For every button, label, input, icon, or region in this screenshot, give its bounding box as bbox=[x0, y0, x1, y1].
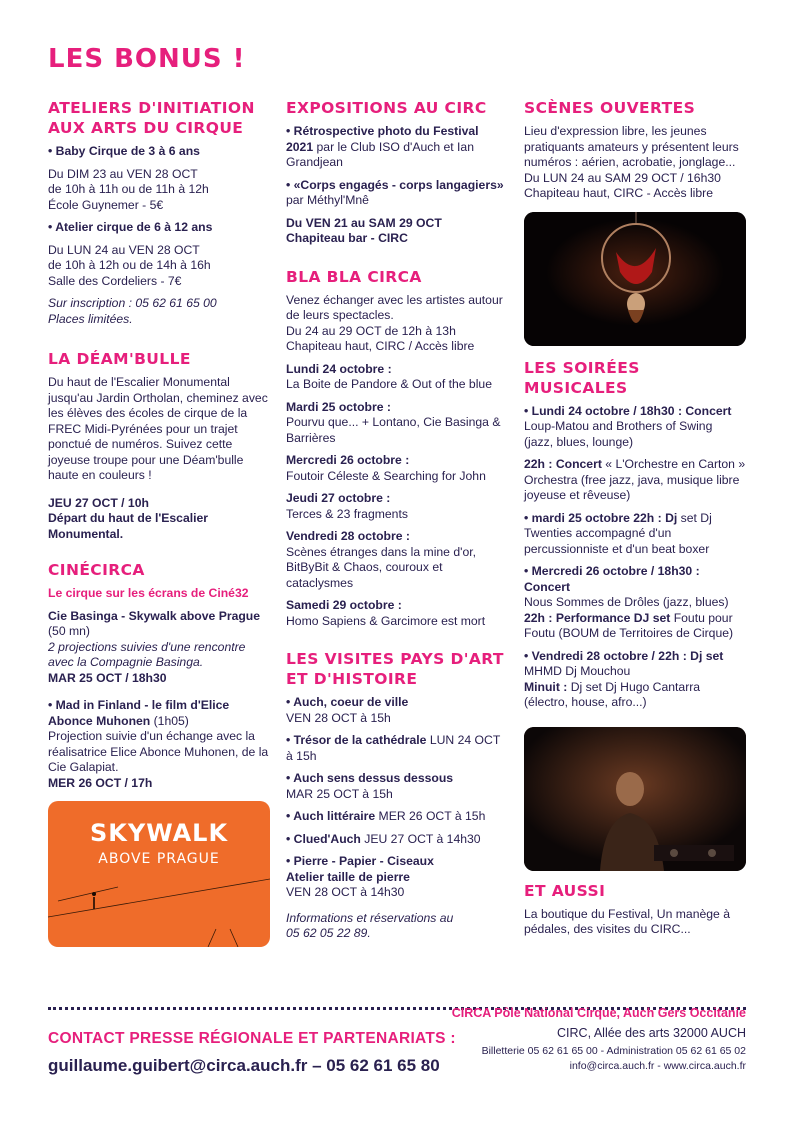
expo-item-2-title: • «Corps engagés - corps langagiers» bbox=[286, 177, 504, 192]
event-text: MHMD Dj Mouchou bbox=[524, 664, 631, 678]
deambulle-text: Du haut de l'Escalier Monumental jusqu'au Jardin Ortholan, cheminez avec les élèves des écoles de cirque de la FREC Midi-Pyrénées pour un trajet ponctué de numéros. Suivez cette joyeuse troupe pour une Déam'bulle haute en couleurs ! bbox=[48, 375, 268, 482]
film1-block bbox=[48, 609, 270, 687]
expo-item-2-author: par Méthyl'Mnê bbox=[286, 193, 369, 207]
blabla-day: Mercredi 26 octobre : bbox=[286, 453, 410, 467]
event-text: Loup-Matou and Brothers of Swing (jazz, blues, lounge) bbox=[524, 419, 713, 449]
section-soirees bbox=[524, 358, 746, 711]
list-item bbox=[524, 649, 746, 711]
blabla-day-text: Homo Sapiens & Garcimore est mort bbox=[286, 613, 486, 628]
aerial-hoop-illustration bbox=[524, 212, 746, 346]
event-heading: • Vendredi 28 octobre / 22h : Dj set bbox=[524, 648, 724, 663]
blabla-day: Jeudi 27 octobre : bbox=[286, 491, 391, 505]
page-title: LES BONUS ! bbox=[48, 44, 246, 74]
list-item bbox=[524, 404, 746, 451]
visite-title: • Auch littéraire bbox=[286, 809, 376, 823]
cinecirca-title: CINÉCIRCA bbox=[48, 561, 145, 579]
section-cinecirca bbox=[48, 560, 270, 947]
event-text: set Dj Twenties accompagné d'un percussionniste et d'un beat boxer bbox=[524, 510, 712, 556]
column-left bbox=[48, 98, 270, 957]
visite-title: • Trésor de la cathédrale bbox=[286, 733, 427, 747]
film2-title: • Mad in Finland - le film d'Elice Abonce Muhonen bbox=[48, 698, 230, 728]
event-heading: • mardi 25 octobre 22h : Dj bbox=[524, 510, 678, 525]
list-item bbox=[286, 400, 508, 447]
expo-date: Du VEN 21 au SAM 29 OCT Chapiteau bar - CIRC bbox=[286, 215, 442, 245]
event-heading: • Lundi 24 octobre / 18h30 : Concert bbox=[524, 403, 732, 418]
event-heading: 22h : Concert bbox=[524, 457, 602, 471]
contact-title: CONTACT PRESSE RÉGIONALE ET PARTENARIATS : bbox=[48, 1030, 456, 1047]
list-item bbox=[286, 832, 508, 848]
scenes-text: Lieu d'expression libre, les jeunes pratiquants amateurs y présentent leurs numéros : aérien, acrobatie, jonglage... Du LUN 24 au SAM 29 OCT / 16h30 Chapiteau haut, CIRC - Accès libre bbox=[524, 124, 739, 200]
visite-date: VEN 28 OCT à 15h bbox=[286, 710, 391, 725]
section-visites bbox=[286, 649, 508, 942]
blabla-day: Mardi 25 octobre : bbox=[286, 399, 391, 414]
film1-duration: (50 mn) bbox=[48, 624, 90, 638]
list-item bbox=[286, 809, 508, 825]
blabla-day-text: Foutoir Céleste & Searching for John bbox=[286, 468, 486, 483]
film2-date: MER 26 OCT / 17h bbox=[48, 775, 153, 790]
soirees-title: LES SOIRÉES MUSICALES bbox=[524, 358, 640, 397]
list-item bbox=[286, 529, 508, 591]
cinecirca-subtitle: Le cirque sur les écrans de Ciné32 bbox=[48, 586, 249, 600]
organisation-info bbox=[416, 1006, 746, 1075]
film2-block bbox=[48, 698, 270, 791]
visite-date: MAR 25 OCT à 15h bbox=[286, 786, 393, 801]
section-ateliers bbox=[48, 98, 270, 327]
list-item bbox=[286, 733, 508, 764]
list-item bbox=[286, 854, 508, 901]
visite-title: • Auch sens dessus dessous bbox=[286, 771, 454, 785]
section-blabla bbox=[286, 267, 508, 630]
blabla-day-text: Pourvu que... + Lontano, Cie Basinga & Barrières bbox=[286, 415, 501, 445]
film1-title: Cie Basinga - Skywalk above Prague bbox=[48, 608, 261, 623]
et-aussi-text: La boutique du Festival, Un manège à pédales, des visites du CIRC... bbox=[524, 906, 730, 936]
deambulle-date: JEU 27 OCT / 10h Départ du haut de l'Escalier Monumental. bbox=[48, 495, 209, 541]
expo-item-1-author: par le Club ISO d'Auch et Ian Grandjean bbox=[286, 139, 474, 169]
section-deambulle bbox=[48, 349, 270, 542]
scenes-title: SCÈNES OUVERTES bbox=[524, 99, 696, 117]
atelier-cirque-details: Du LUN 24 au VEN 28 OCT de 10h à 12h ou de 14h à 16h Salle des Cordeliers - 7€ bbox=[48, 242, 211, 288]
event-text: Dj set Dj Hugo Cantarra (électro, house, afro...) bbox=[524, 679, 701, 709]
phones: Billetterie 05 62 61 65 00 - Administration 05 62 61 65 02 bbox=[481, 1045, 746, 1057]
expo-item-1-title: • Rétrospective photo du Festival 2021 bbox=[286, 124, 479, 154]
atelier-cirque-heading: • Atelier cirque de 6 à 12 ans bbox=[48, 220, 213, 234]
film1-date: MAR 25 OCT / 18h30 bbox=[48, 670, 167, 685]
event-heading: Minuit : bbox=[524, 679, 568, 694]
tightrope-illustration bbox=[48, 801, 270, 947]
contact-email-phone[interactable]: guillaume.guibert@circa.auch.fr – 05 62 61 65 80 bbox=[48, 1056, 440, 1075]
visite-title: • Auch, coeur de ville bbox=[286, 695, 409, 709]
list-item bbox=[524, 511, 746, 558]
event-text: Foutu pour Foutu (BOUM de Territoires de Cirque) bbox=[524, 610, 734, 640]
visite-date: JEU 27 OCT à 14h30 bbox=[360, 831, 481, 846]
blabla-day: Lundi 24 octobre : bbox=[286, 361, 392, 376]
visite-date: MER 26 OCT à 15h bbox=[375, 809, 486, 823]
expo-item-1 bbox=[286, 124, 508, 171]
address: CIRC, Allée des arts 32000 AUCH bbox=[557, 1026, 746, 1040]
section-expositions bbox=[286, 98, 508, 247]
list-item bbox=[286, 695, 508, 726]
et-aussi-title: ET AUSSI bbox=[524, 881, 606, 900]
blabla-day: Samedi 29 octobre : bbox=[286, 598, 402, 612]
event-text: Nous Sommes de Drôles (jazz, blues) bbox=[524, 595, 729, 609]
visites-info: Informations et réservations au 05 62 05 22 89. bbox=[286, 910, 454, 940]
pole-label: Pôle National Cirque, Auch Gers Occitanie bbox=[490, 1006, 746, 1020]
film2-duration: (1h05) bbox=[153, 713, 189, 728]
event-heading: • Mercredi 26 octobre / 18h30 : Concert bbox=[524, 564, 700, 594]
event-heading: 22h : Performance DJ set bbox=[524, 610, 671, 625]
web-contact[interactable]: info@circa.auch.fr - www.circa.auch.fr bbox=[569, 1060, 746, 1072]
list-item bbox=[524, 564, 746, 642]
poster-title: SKYWALK bbox=[89, 819, 229, 847]
film1-note: 2 projections suivies d'une rencontre avec la Compagnie Basinga. bbox=[48, 639, 246, 669]
visite-date: LUN 24 OCT à 15h bbox=[286, 733, 501, 763]
section-et-aussi bbox=[524, 881, 746, 938]
blabla-intro: Venez échanger avec les artistes autour de leurs spectacles. Du 24 au 29 OCT de 12h à 13h Chapiteau haut, CIRC / Accès libre bbox=[286, 292, 503, 353]
inscription-note: Sur inscription : 05 62 61 65 00 Places limitées. bbox=[48, 296, 217, 326]
ateliers-title: ATELIERS D'INITIATION AUX ARTS DU CIRQUE bbox=[48, 99, 255, 137]
blabla-title: BLA BLA CIRCA bbox=[286, 267, 422, 286]
film2-text: Projection suivie d'un échange avec la réalisatrice Elice Abonce Muhonen, de la Cie Galapiat. bbox=[48, 729, 269, 774]
column-middle bbox=[286, 98, 508, 952]
list-item bbox=[286, 598, 508, 629]
poster-subtitle: ABOVE PRAGUE bbox=[98, 851, 220, 867]
list-item bbox=[286, 362, 508, 393]
blabla-day-text: Terces & 23 fragments bbox=[286, 506, 408, 521]
visite-date: VEN 28 OCT à 14h30 bbox=[286, 885, 405, 899]
section-scenes-ouvertes bbox=[524, 98, 746, 202]
baby-cirque-details: Du DIM 23 au VEN 28 OCT de 10h à 11h ou de 11h à 12h École Guynemer - 5€ bbox=[48, 166, 209, 212]
visite-title: • Clued'Auch bbox=[286, 831, 361, 846]
visite-title: • Pierre - Papier - Ciseaux Atelier taille de pierre bbox=[286, 854, 434, 884]
column-right bbox=[524, 98, 746, 948]
deambulle-title: LA DÉAM'BULLE bbox=[48, 350, 191, 368]
visites-title: LES VISITES PAYS D'ART ET D'HISTOIRE bbox=[286, 650, 504, 688]
aerial-hoop-photo bbox=[524, 212, 746, 346]
dj-illustration bbox=[524, 727, 746, 871]
organisation-name bbox=[416, 1006, 746, 1020]
list-item bbox=[286, 453, 508, 484]
skywalk-poster bbox=[48, 801, 270, 947]
blabla-day-text: Scènes étranges dans la mine d'or, BitByBit & Chaos, couroux et cataclysmes bbox=[286, 544, 476, 590]
blabla-day: Vendredi 28 octobre : bbox=[286, 529, 410, 543]
list-item bbox=[524, 457, 746, 504]
event-text: « L'Orchestre en Carton » Orchestra (free jazz, java, musique libre joyeuse et rêveuse) bbox=[524, 457, 746, 502]
expo-item-2 bbox=[286, 178, 508, 209]
circa-logo: CIRCA bbox=[451, 1006, 491, 1020]
baby-cirque-heading: • Baby Cirque de 3 à 6 ans bbox=[48, 144, 200, 158]
blabla-day-text: La Boite de Pandore & Out of the blue bbox=[286, 377, 492, 391]
dj-photo bbox=[524, 727, 746, 871]
list-item bbox=[286, 491, 508, 522]
expositions-title: EXPOSITIONS AU CIRC bbox=[286, 99, 487, 117]
list-item bbox=[286, 771, 508, 802]
